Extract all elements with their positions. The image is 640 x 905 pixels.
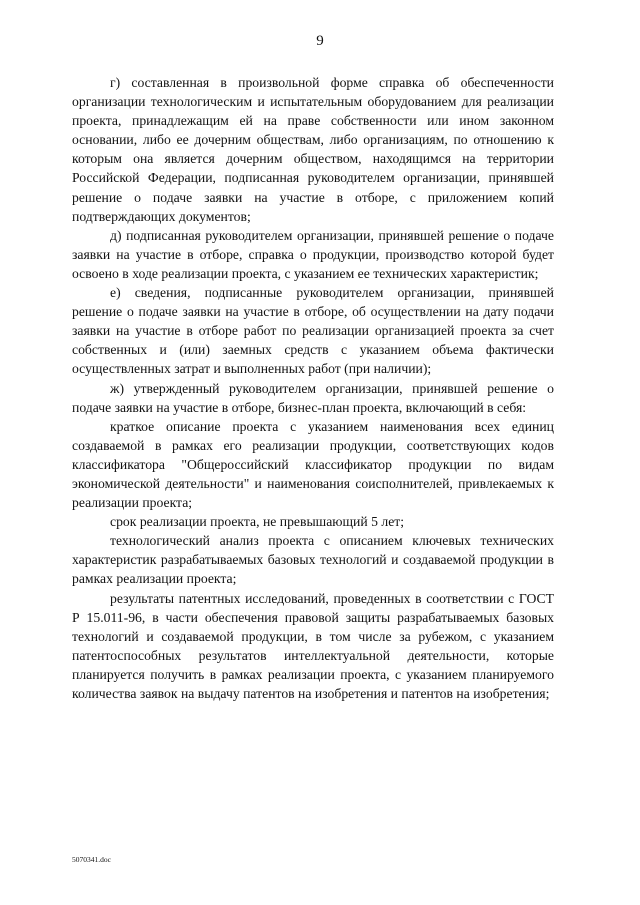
paragraph-d: д) подписанная руководителем организации, принявшей решение о подаче заявки на участие в отборе, справка о продукции, производство которой будет освоено в ходе реализации проекта, с указанием ее технических характеристик; <box>72 227 554 281</box>
footer-document-code: 5070341.doc <box>72 855 111 864</box>
paragraph-patent-research: результаты патентных исследований, проведенных в соответствии с ГОСТ Р 15.011-96, в части обеспечения правовой защиты разрабатываемых базовых технологий и создаваемой продукции, в том числе за рубежом, с указанием патентоспособных результатов интеллектуальной деятельности, которые планируется получить в рамках реализации проекта, с указанием планируемого количества заявок на выдачу патентов на изобретения и патентов на изобретения; <box>72 590 554 701</box>
paragraph-tech-analysis: технологический анализ проекта с описанием ключевых технических характеристик разрабатываемых базовых технологий и создаваемой продукции в рамках реализации проекта; <box>72 533 554 587</box>
page-number: 9 <box>316 33 324 49</box>
paragraph-brief-description: краткое описание проекта с указанием наименования всех единиц создаваемой в рамках его реализации продукции, соответствующих кодов классификатора "Общероссийский классификатор продукции по видам экономической деятельности" и наименования соисполнителей, привлекаемых к реализации проекта; <box>72 418 554 511</box>
paragraph-g: г) составленная в произвольной форме справка об обеспеченности организации технологическим и испытательным оборудованием для реализации проекта, принадлежащим ей на праве собственности или ином законном основании, либо ее дочерним обществам, либо организациям, по отношению к которым она является дочерним обществом, находящимся на территории Российской Федерации, подписанная руководителем организации, принявшей решение о подаче заявки на участие в отборе, с приложением копий подтверждающих документов; <box>72 75 554 224</box>
paragraph-e: е) сведения, подписанные руководителем организации, принявшей решение о подаче заявки на участие в отборе, об осуществлении на дату подачи заявки на участие в отборе работ по реализации организацией проекта за счет собственных и (или) заемных средств с указанием объема фактически осуществленных затрат и выполненных работ (при наличии); <box>72 285 554 377</box>
paragraph-zh: ж) утвержденный руководителем организации, принявшей решение о подаче заявки на участие в отборе, бизнес-план проекта, включающий в себя: <box>72 380 554 415</box>
document-body <box>72 73 554 703</box>
paragraph-project-term: срок реализации проекта, не превышающий 5 лет; <box>110 514 405 530</box>
